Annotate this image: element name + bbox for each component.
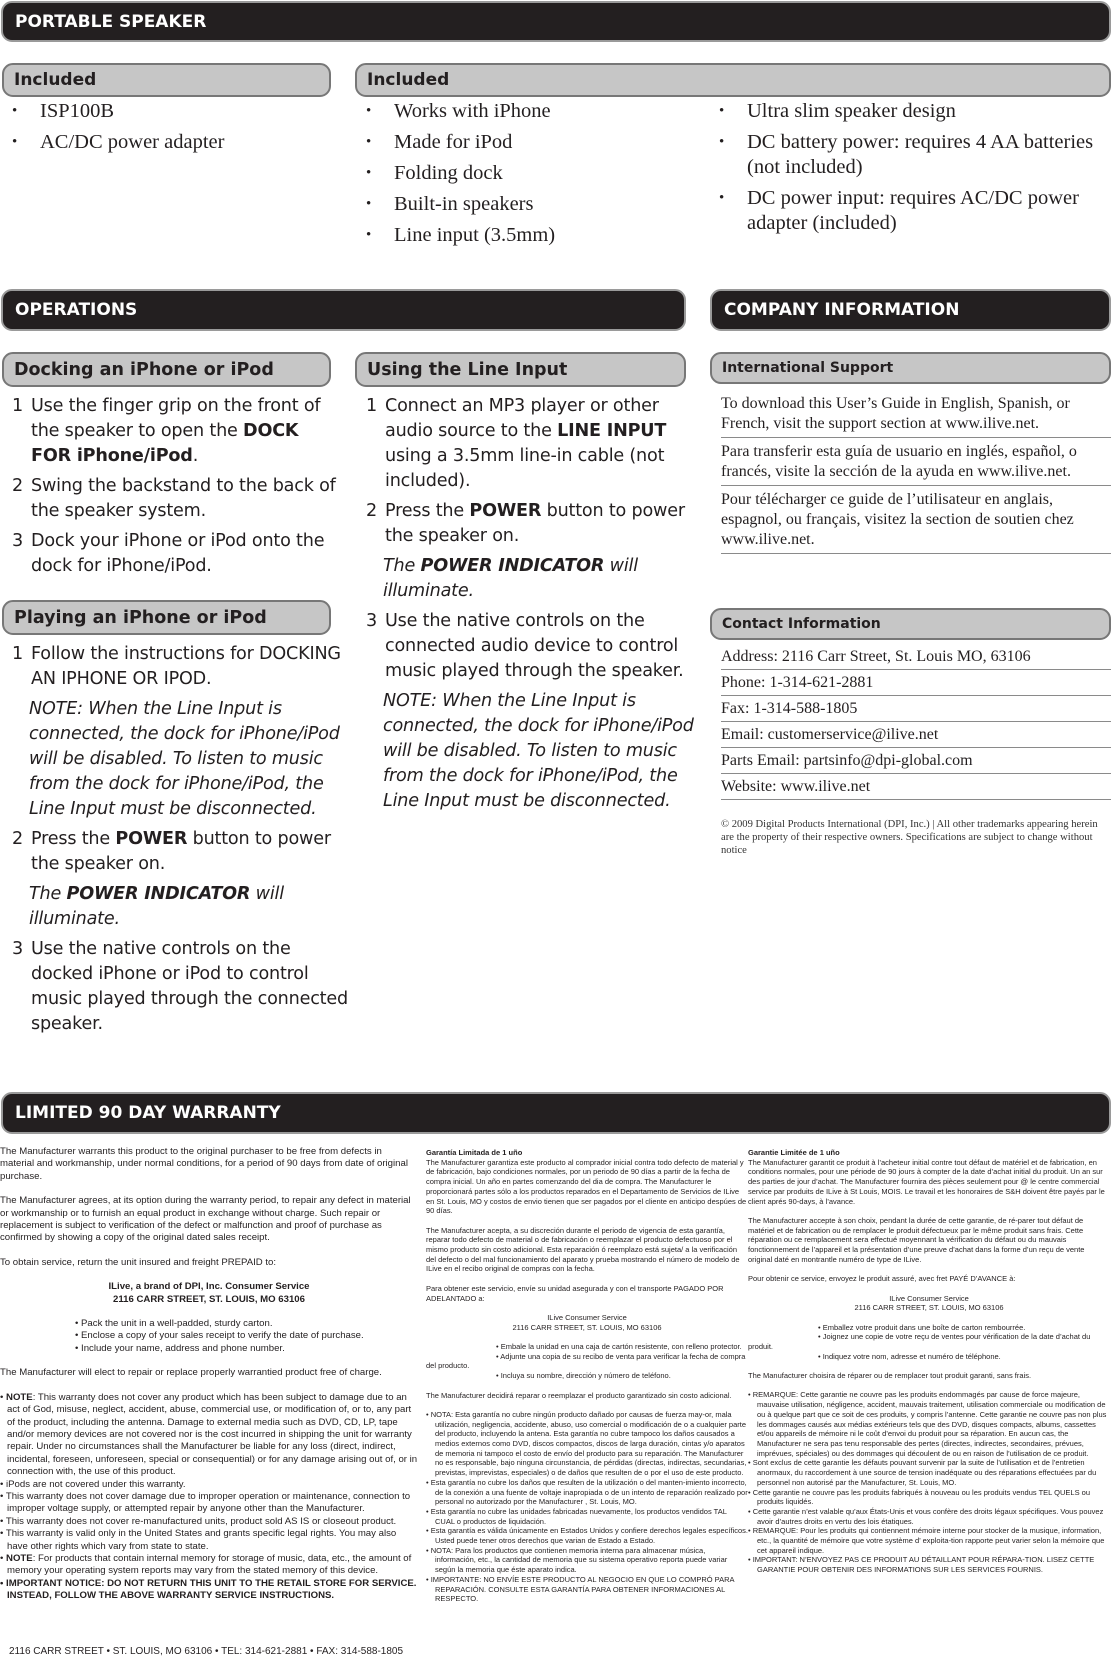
warranty-bar: [1, 1092, 1111, 1134]
list-item: • DC battery power: requires 4 AA batteries (not included): [717, 130, 1097, 180]
docking-step-1: 1 Use the finger grip on the front of the speaker to open the DOCK FOR iPhone/iPod.: [12, 396, 321, 466]
packing-instructions: • Pack the unit in a well-padded, sturdy carton. • Enclose a copy of your sales receipt to verify the date of purchase. • Include your name, address and phone number.: [75, 1318, 418, 1355]
intl-support-french: Pour télécharger ce guide de l’utilisateur en anglais, espagnol, ou français, visitez la section de soutien chez www.ilive.net.: [721, 486, 1111, 554]
copyright: © 2009 Digital Products International (DPI, Inc.) | All other trademarks appearing herein are the property of their respective owners. Specifications are subject to change without notice: [721, 819, 1098, 856]
contact-email[interactable]: Email: customerservice@ilive.net: [721, 722, 1111, 748]
docking-step-2: 2 Swing the backstand to the back of the speaker system.: [12, 476, 336, 521]
line-input-heading: Using the Line Input: [367, 359, 568, 380]
warranty-title: LIMITED 90 DAY WARRANTY: [15, 1103, 281, 1123]
docking-heading: Docking an iPhone or iPod: [14, 359, 274, 380]
list-item: • Folding dock: [364, 161, 704, 186]
contact-fax: Fax: 1-314-588-1805: [721, 696, 1111, 722]
service-address: ILive, a brand of DPI, Inc. Consumer Service 2116 CARR STREET, ST. LOUIS, MO 63106: [108, 1281, 310, 1305]
intl-support-heading: International Support: [722, 360, 894, 376]
list-item: • Line input (3.5mm): [364, 223, 704, 248]
warranty-exclusions: • NOTE: This warranty does not cover any product which has been subject to damage due to an act of God, misuse, neglect, accident, abuse, commercial use, or modification of, or to, any part of the product, including the antenna. Damage to external media such as DVD, CD, LP, tape and/or memory devices are not covered nor is the cost incurred in shipping the unit for warranty repair. Under no circumstances shall the Manufacturer be liable for any loss (direct, indirect, incidental, foreseen, unforeseen, special or consequential) or for any damage arising out of, or in connection with, the use of this product. • iPods are not covered under this warranty. • This warranty does not cover damage due to improper operation or maintenance, connection to improper voltage supply, or attempted repair by anyone other than the Manufacturer. • This warranty does not cover re-manufactured units, product sold AS IS or closeout product. • This warranty is valid only in the United States and grants specific legal rights. You may also have other rights which vary from state to state. • NOTE: For products that contain internal memory for storage of music, data, etc., the amount of memory your operating system reports may vary from the stated memory of this device. • IMPORTANT NOTICE: DO NOT RETURN THIS UNIT TO THE RETAIL STORE FOR SERVICE. INSTEAD, FOLLOW THE ABOVE WARRANTY SERVICE INSTRUCTIONS.: [0, 1392, 418, 1603]
playing-step-1: 1 Follow the instructions for DOCKING AN IPHONE OR IPOD.: [12, 644, 341, 689]
line-input-note: NOTE: When the Line Input is connected, the dock for iPhone/iPod will be disabled. To listen to music from the dock for iPhone/iPod, the Line Input must be disconnected.: [383, 691, 694, 811]
included-right-heading: Included: [367, 70, 450, 90]
company-info-title: COMPANY INFORMATION: [724, 300, 960, 320]
contact-address: Address: 2116 Carr Street, St. Louis MO, 63106: [721, 644, 1111, 670]
playing-step-3: 3 Use the native controls on the docked iPhone or iPod to control music played through the connected speaker.: [12, 939, 348, 1034]
list-item: • ISP100B: [10, 99, 330, 124]
playing-heading: Playing an iPhone or iPod: [14, 607, 267, 628]
included-left-heading: Included: [14, 70, 97, 90]
line-input-step-3: 3 Use the native controls on the connected audio device to control music played through the speaker.: [366, 611, 684, 681]
included-left-list: [10, 99, 330, 161]
included-right-heading-bar: [355, 63, 1111, 97]
playing-steps: [12, 642, 352, 1042]
intl-support-spanish: Para transferir esta guía de usuario en inglés, español, o francés, visite la sección de la ayuda en www.ilive.net.: [721, 438, 1111, 486]
line-input-heading-bar: [355, 352, 686, 387]
line-input-step-2: 2 Press the POWER button to power the speaker on.: [366, 501, 685, 546]
line-input-indicator-note: The POWER INDICATOR will illuminate.: [383, 556, 638, 601]
list-item: • DC power input: requires AC/DC power adapter (included): [717, 186, 1097, 236]
docking-step-3: 3 Dock your iPhone or iPod onto the dock for iPhone/iPod.: [12, 531, 325, 576]
playing-note: NOTE: When the Line Input is connected, the dock for iPhone/iPod will be disabled. To listen to music from the dock for iPhone/iPod, the Line Input must be disconnected.: [29, 699, 340, 819]
playing-indicator-note: The POWER INDICATOR will illuminate.: [29, 884, 284, 929]
page-title-bar: [1, 1, 1111, 42]
warranty-spanish: Garantía Limitada de 1 uño The Manufacturer garantiza este producto al comprador inicial contra todo defecto de material y de fabricación, bajo condiciones normales, por un periodo de 90 días a partir de la fecha de compra inicial. Un año en partes comenzando del dia de compra. The Manufacturer le proporcionará partes sólo a los productos reparados en el Departamento de Servicios de ILive en St. Louis, MO y costos de envio tienen que ser pagados por el cliente en anticipo despúes de 90 días. The Manufacturer acepta, a su discreción durante el periodo de vigencia de esta garantía, reparar todo defecto de material o de fabricación o reemplazar el producto defectuoso por el mismo producto sin costo adicional. Esta reparación ó reemplazo está sujeta/ a la verificación del defecto o del mal funcionamiento del aparato y prueba mostrando el número de modelo de ILive en el recibo original de compras con la fecha. Para obtener este servicio, envíe su unidad asegurada y con el transporte PAGADO POR ADELANTADO a: ILive Consumer Service 2116 CARR STREET, ST. LOUIS, MO 63106 • Embale la unidad en una caja de cartón resistente, con relleno protector. • Adjunte una copia de su recibo de venta para verificar la fecha de compra del producto. • Incluya su nombre, dirección y número de teléfono. The Manufacturer decidirá reparar o reemplazar el producto garantizado sin costo adicional. • NOTA: Esta garantía no cubre ningún producto dañado por causas de fuerza may-or, mala utilización, negligencia, accidente, abuso, uso comercial o modificación de o a cualquier parte del producto, incluyendo la antena. Esta garantía no cubre tampoco los daños causados a medios externos como DVD, discos compactos, discos de larga duración, cintas y/o aparatos de memoria ni tampoco el costo de envío del producto para su reparación. The Manufacturer no es responsable, bajo ninguna circunstancia, de pérdidas (directas, indirectas, secundarias, previstas, imprevistas, especiales) o de daños que resulten de o por el uso de este producto. • Esta garantía no cubre los daños que resulten de la utilización o del manten-imiento incorrecto, de la conexión a una fuente de voltaje inapropiada o de un intento de reparación realizado por personal no autorizado por the Manufacturer , St. Louis, MO. • Esta garantía no cubre las unidades fabricadas nuevamente, los productos vendidos TAL CUAL o productos de liquidación. • Esta garantía es válida únicamente en Estados Unidos y confiere derechos legales específicos. Usted puede tener otros derechos que varian de Estado a Estado. • NOTA: Para los productos que contienen memoria interna para almacenar música, información, etc., la cantidad de memoria que su sistema operativo reporta puede variar según la memoria que éste aparato indica. • IMPORTANTE: NO ENVÍE ESTE PRODUCTO AL NEGOCIO EN QUE LO COMPRÓ PARA REPARACIÓN. CONSULTE ESTA GARANTÍA PARA OBTENER INFORMACIONES AL RESPECTO.: [426, 1148, 748, 1604]
line-input-step-1: 1 Connect an MP3 player or other audio source to the LINE INPUT using a 3.5mm line-in cable (not included).: [366, 396, 667, 491]
list-item: • Works with iPhone: [364, 99, 704, 124]
contact-list: [721, 644, 1111, 800]
operations-title: OPERATIONS: [15, 300, 138, 320]
contact-website[interactable]: Website: www.ilive.net: [721, 774, 1111, 800]
docking-heading-bar: [2, 352, 331, 387]
warranty-english: The Manufacturer warrants this product to the original purchaser to be free from defects in material and workmanship, under normal conditions, for a period of 90 days from date of original purchase. The Manufacturer agrees, at its option during the warranty period, to repair any defect in material or workmanship or to furnish an equal product in exchange without charge. Such repair or replacement is subject to verification of the defect or malfunction and proof of purchase as confirmed by showing a copy of the original dated sales receipt. To obtain service, return the unit insured and freight PREPAID to: ILive, a brand of DPI, Inc. Consumer Service 2116 CARR STREET, ST. LOUIS, MO 63106 • Pack the unit in a well-padded, sturdy carton. • Enclose a copy of your sales receipt to verify the date of purchase. • Include your name, address and phone number. The Manufacturer will elect to repair or replace properly warrantied product free of charge. • NOTE: This warranty does not cover any product which has been subject to damage due to an act of God, misuse, neglect, accident, abuse, commercial use, or modification of, or to, any part of the product, including the antenna. Damage to external media such as DVD, CD, LP, tape and/or memory devices are not covered nor is the cost incurred in shipping the unit for warranty repair. Under no circumstances shall the Manufacturer be liable for any loss (direct, indirect, incidental, foreseen, unforeseen, special or consequential) or for any damage arising out of, or in connection with, the use of this product. • iPods are not covered under this warranty. • This warranty does not cover damage due to improper operation or maintenance, connection to improper voltage supply, or attempted repair by anyone other than the Manufacturer. • This warranty does not cover re-manufactured units, product sold AS IS or closeout product. • This warranty is valid only in the United States and grants specific legal rights. You may also have other rights which vary from state to state. • NOTE: For products that contain internal memory for storage of music, data, etc., the amount of memory your operating system reports may vary from the stated memory of this device. • IMPORTANT NOTICE: DO NOT RETURN THIS UNIT TO THE RETAIL STORE FOR SERVICE. INSTEAD, FOLLOW THE ABOVE WARRANTY SERVICE INSTRUCTIONS.: [0, 1146, 418, 1603]
contact-parts-email[interactable]: Parts Email: partsinfo@dpi-global.com: [721, 748, 1111, 774]
page-title: PORTABLE SPEAKER: [15, 11, 207, 32]
contact-heading-bar: [710, 608, 1111, 640]
list-item: • Built-in speakers: [364, 192, 704, 217]
warranty-french: Garantie Limitée de 1 uño The Manufacturer garantit ce produit à l’acheteur initial contre tout défaut de matériel et de fabrication, en conditions normales, pour une période de 90 jours à compter de la date d’achat initial du produit. Un an sur des parties de jour d’achat. The Manufacturer fournira des pièces seulement pour @ le centre commercial service par produits de ILive à St Louis, MOIS. Le travail et les honoraires de S&H doivent être payés par le client aprés 90-days, à l’avance. The Manufacturer accepte à son choix, pendant la durée de cette garantie, de ré-parer tout défaut de matériel et de fabrication ou de remplacer le produit défectueux par le même produit sans frais. Cette réparation ou ce remplacement sera effectué moyennant la vérification du défaut ou du mauvais fonctionnement de l’appareil et la présentation d’une preuve d’achat dans la forme d’un reçu de vente original daté en montrantle numéro de type de ILive. Pour obtenir ce service, envoyez le produit assuré, avec fret PAYÉ D’AVANCE à: ILive Consumer Service 2116 CARR STREET, ST. LOUIS, MO 63106 • Emballez votre produit dans une boîte de carton rembourrée. • Joignez une copie de votre reçu de ventes pour vérification de la date d’achat du produit. • Indiquez votre nom, adresse et numéro de téléphone. The Manufacturer choisira de réparer ou de remplacer tout produit garanti, sans frais. • REMARQUE: Cette garantie ne couvre pas les produits endommagés par cause de force majeure, mauvaise utilisation, négligence, accident, mauvais traitement, utilisation commerciale ou modification de ou à quelque part que ce soit de ces produits, y compris l’antenne. Cette garantie ne couvre pas non plus les dommages causés aux médias extérieurs tels que des DVD, disques compacts, albums, cassettes et/ou appareils de mémoire ni le coût d’envoi du produit pour sa réparation. En aucun cas, the Manufacturer ne sera pas tenu responsable des pertes (directes, indirectes, secondaires, prévues, imprévues, spéciales) ou des dommages qui découlent de ou en raison de l’utilisation de ce produit. • Sont exclus de cette garantie les défauts pouvant survenir par la suite de l’utilisation et de l’entretien anormaux, du raccordement à une source de tension inadéquate ou des réparations effectuées par du personnel non autorisé par the Manufacturer, St. Louis, MO. • Cette garantie ne couvre pas les produits fabriqués à nouveau ou les produits vendus TEL QUELS ou produits liquidés. • Cette garantie n’est valable qu’aux États-Unis et vous confère des droits légaux spécifiques. Vous pouvez avoir d’autres droits en vertu des lois étatiques. • REMARQUE: Pour les produits qui contiennent mémoire interne pour stocker de la musique, information, etc., la quantité de mémoire que votre système d’ exploita-tion rapporte peut varier selon la mémoire que cet appareil indique. • IMPORTANT: N’ENVOYEZ PAS CE PRODUIT AU DÉTAILLANT POUR RÉPARA-TION. LISEZ CETTE GARANTIE POUR OBTENIR DES INFORMATIONS SUR LES SERVICES FOURNIS.: [748, 1148, 1110, 1575]
operations-bar: [1, 289, 686, 331]
features-list-2: [717, 99, 1097, 242]
contact-heading: Contact Information: [722, 616, 881, 632]
list-item: • Made for iPod: [364, 130, 704, 155]
intl-support-english: To download this User’s Guide in English, Spanish, or French, visit the support section at www.ilive.net.: [721, 390, 1111, 438]
line-input-steps: [366, 394, 706, 819]
included-left-heading-bar: [2, 63, 331, 97]
playing-heading-bar: [2, 600, 331, 635]
footer-address: 2116 CARR STREET • ST. LOUIS, MO 63106 • TEL: 314-621-2881 • FAX: 314-588-1805: [9, 1646, 404, 1657]
intl-support-heading-bar: [710, 352, 1111, 384]
features-list-1: [364, 99, 704, 254]
playing-step-2: 2 Press the POWER button to power the speaker on.: [12, 829, 331, 874]
contact-phone: Phone: 1-314-621-2881: [721, 670, 1111, 696]
list-item: • Ultra slim speaker design: [717, 99, 1097, 124]
intl-support-list: [721, 390, 1111, 554]
docking-steps: [12, 394, 342, 584]
company-info-bar: [710, 289, 1111, 331]
list-item: • AC/DC power adapter: [10, 130, 330, 155]
